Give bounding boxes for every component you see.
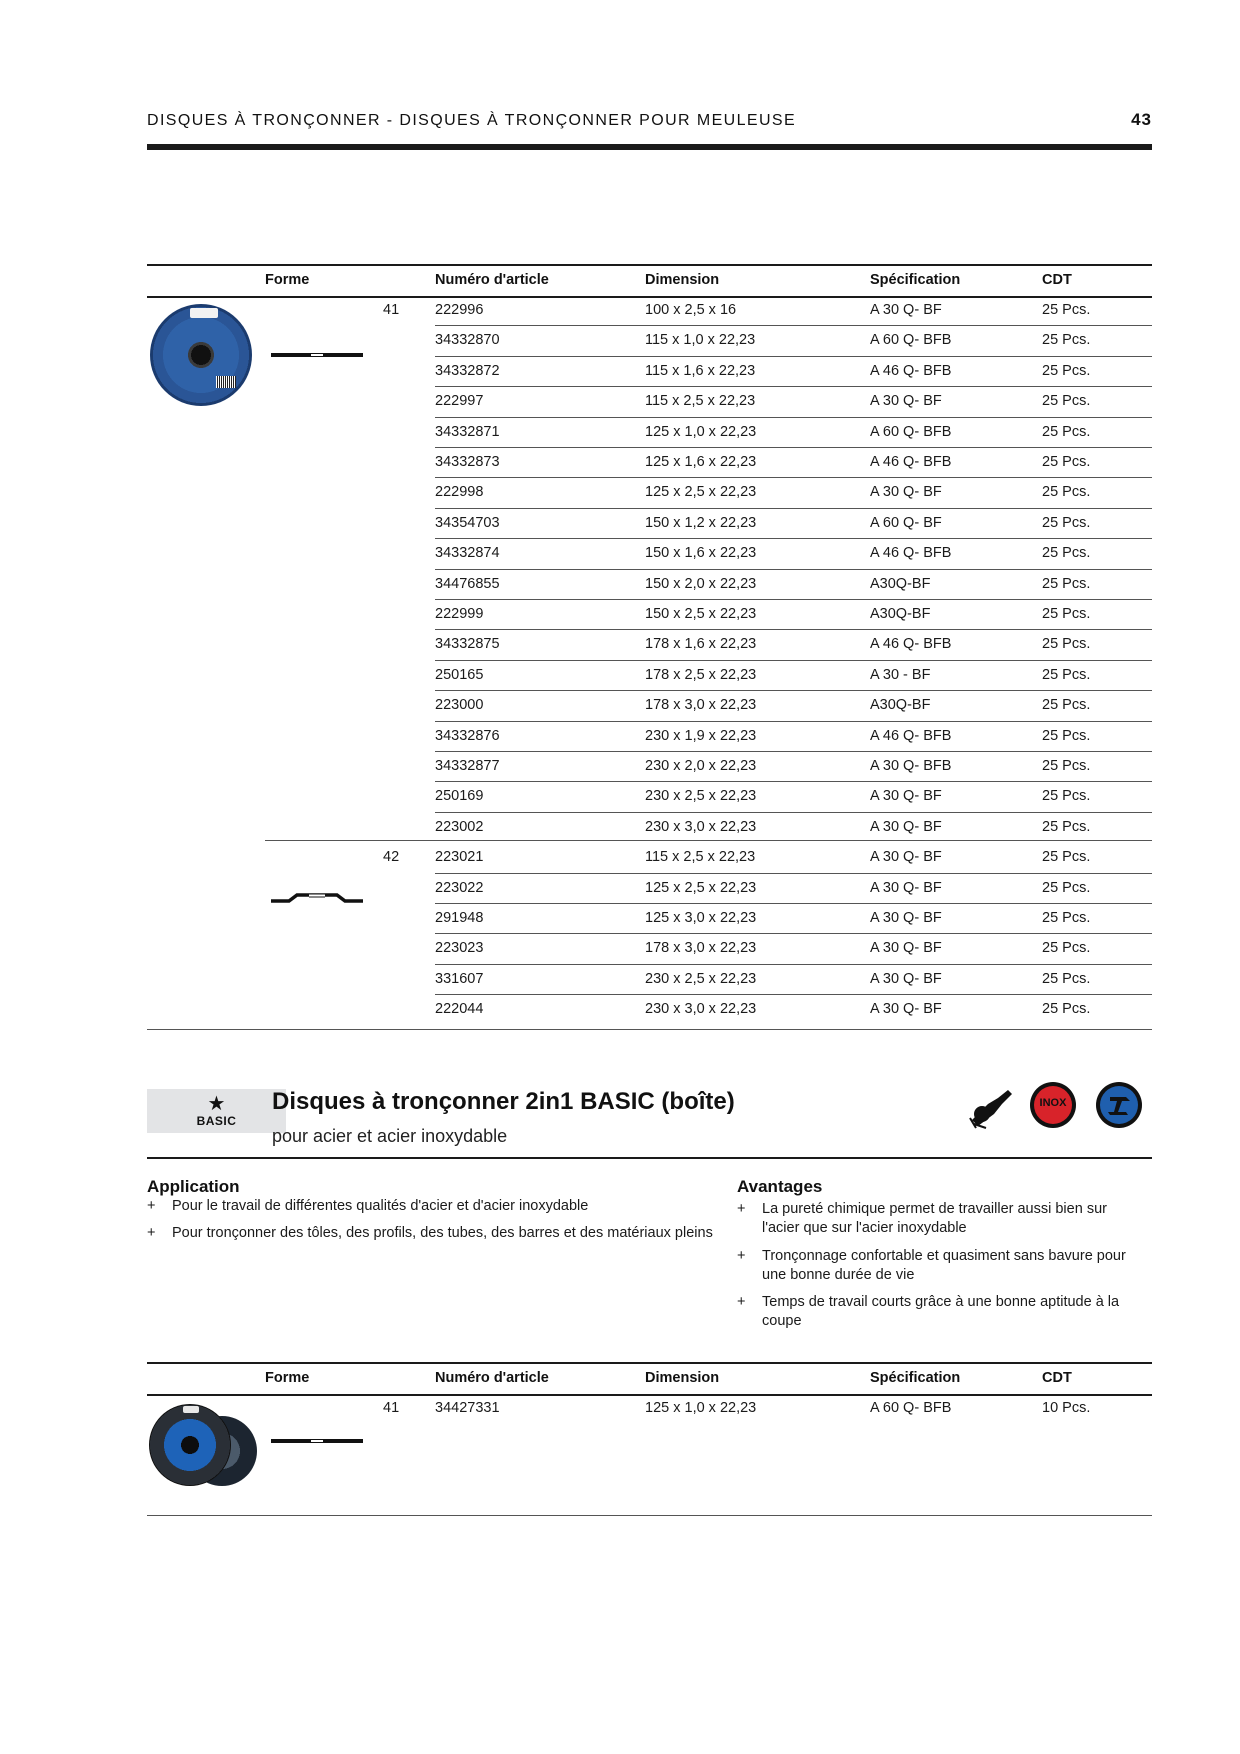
article-number: 223000 [435,697,484,714]
article-number: 250169 [435,788,484,805]
dimension: 115 x 2,5 x 22,23 [645,849,756,866]
dimension: 100 x 2,5 x 16 [645,302,737,318]
table-row [147,995,1152,1025]
table-row [147,874,1152,904]
specification: A 30 Q- BF [870,879,942,896]
table-row [147,965,1152,995]
specification: A 60 Q- BF [870,514,942,531]
table-row [147,296,1152,326]
table-row [147,539,1152,569]
cdt: 25 Pcs. [1042,606,1091,622]
table-bottom-rule [147,1515,1152,1516]
dimension: 125 x 1,6 x 22,23 [645,454,757,470]
dimension: 230 x 2,0 x 22,23 [645,758,757,774]
cdt: 25 Pcs. [1042,484,1091,501]
plus-icon: + [147,1225,156,1241]
cdt: 25 Pcs. [1042,514,1091,531]
specification: A 30 Q- BF [870,910,942,926]
cdt: 25 Pcs. [1042,849,1091,866]
shape-group-separator [265,840,1152,841]
article-number: 222999 [435,606,484,622]
avantage-item: + Temps de travail courts grâce à une bonne aptitude à la coupe [737,1294,1120,1329]
table-row [147,326,1152,356]
inox-steel-icon [1030,1082,1076,1128]
col-article: Numéro d'article [435,1370,549,1386]
product-title: Disques à tronçonner 2in1 BASIC (boîte) [272,1088,735,1115]
cdt: 25 Pcs. [1042,910,1091,926]
table-row [147,752,1152,782]
article-number: 222044 [435,1001,484,1018]
specification: A 30 Q- BFB [870,758,952,774]
col-article: Numéro d'article [435,272,549,288]
header-rule [147,144,1152,150]
steel-icon [1096,1082,1142,1128]
cdt: 25 Pcs. [1042,575,1091,592]
col-specification: Spécification [870,1370,961,1386]
plus-icon: + [737,1201,746,1217]
table-row [147,813,1152,843]
table-bottom-rule [147,1029,1152,1030]
plus-icon: + [147,1198,156,1214]
avantage-item: + Tronçonnage confortable et quasiment sans bavure pour une bonne durée de vie [737,1248,1126,1283]
col-dimension: Dimension [645,272,720,288]
specification: A 30 Q- BF [870,484,942,501]
cdt: 25 Pcs. [1042,362,1091,379]
cdt: 25 Pcs. [1042,727,1091,744]
specification: A 46 Q- BFB [870,636,952,653]
specification: A 30 Q- BF [870,393,942,410]
table-row [147,661,1152,691]
dimension: 230 x 2,5 x 22,23 [645,970,757,987]
cdt: 25 Pcs. [1042,879,1091,896]
forme-code: 41 [383,302,400,318]
avantage-item: + La pureté chimique permet de travailler aussi bien sur l'acier que sur l'acier inoxydable [737,1201,1107,1236]
article-number: 223021 [435,849,484,866]
specification: A 30 - BF [870,666,931,683]
product-table-2 [147,1362,1152,1516]
table-row [147,448,1152,478]
cdt: 25 Pcs. [1042,666,1091,683]
cdt: 25 Pcs. [1042,1001,1091,1018]
dimension: 115 x 2,5 x 22,23 [645,393,756,410]
dimension: 150 x 1,2 x 22,23 [645,514,757,531]
specification: A 30 Q- BF [870,1001,942,1018]
article-number: 222996 [435,302,484,318]
table-row [147,630,1152,660]
disc-box-image-icon [147,1402,257,1488]
table-row [147,570,1152,600]
cdt: 25 Pcs. [1042,545,1091,562]
dimension: 178 x 3,0 x 22,23 [645,697,757,714]
product-subtitle: pour acier et acier inoxydable [272,1126,508,1146]
table-row [147,904,1152,934]
angle-grinder-icon [968,1084,1016,1130]
specification: A30Q-BF [870,575,931,592]
dimension: 115 x 1,6 x 22,23 [645,362,756,379]
dimension: 178 x 3,0 x 22,23 [645,940,757,957]
star-icon: ★ [207,1093,226,1115]
application-heading: Application [147,1177,240,1196]
dimension: 150 x 2,5 x 22,23 [645,606,757,622]
inox-label: INOX [1039,1097,1067,1109]
article-number: 250165 [435,666,484,683]
dimension: 230 x 3,0 x 22,23 [645,818,757,835]
table-row [147,509,1152,539]
article-number: 223002 [435,818,484,835]
article-number: 34332877 [435,758,500,774]
specification: A30Q-BF [870,606,931,622]
col-cdt: CDT [1042,1370,1072,1386]
table-row [147,934,1152,964]
article-number: 331607 [435,970,484,987]
table-row [147,387,1152,417]
article-number: 34476855 [435,575,500,592]
specification: A 46 Q- BFB [870,454,952,470]
cdt: 25 Pcs. [1042,758,1091,774]
cdt: 25 Pcs. [1042,818,1091,835]
article-number: 34332871 [435,423,500,440]
specification: A 46 Q- BFB [870,362,952,379]
specification: A 30 Q- BF [870,940,942,957]
specification: A 30 Q- BF [870,302,942,318]
specification: A 46 Q- BFB [870,727,952,744]
table-row [147,478,1152,508]
plus-icon: + [737,1294,746,1310]
dimension: 150 x 1,6 x 22,23 [645,545,757,562]
article-number: 34354703 [435,514,500,531]
article-number: 34332873 [435,454,500,470]
cdt: 25 Pcs. [1042,636,1091,653]
product-header-rule [147,1157,1152,1159]
dimension: 115 x 1,0 x 22,23 [645,332,756,349]
table-row [147,691,1152,721]
cdt: 25 Pcs. [1042,423,1091,440]
dimension: 125 x 2,5 x 22,23 [645,879,757,896]
specification: A 30 Q- BF [870,788,942,805]
specification: A 46 Q- BFB [870,545,952,562]
specification: A 30 Q- BF [870,970,942,987]
cdt: 25 Pcs. [1042,970,1091,987]
plus-icon: + [737,1248,746,1264]
table-row [147,418,1152,448]
page-number: 43 [1131,110,1152,129]
flat-disc-profile-icon [271,1436,363,1446]
article-number: 291948 [435,910,484,926]
cdt: 25 Pcs. [1042,940,1091,957]
running-header-title: DISQUES À TRONÇONNER - DISQUES À TRONÇONNER POUR MEULEUSE [147,112,797,129]
article-number: 34332870 [435,332,500,349]
dimension: 230 x 1,9 x 22,23 [645,727,757,744]
cdt: 25 Pcs. [1042,393,1091,410]
cdt: 25 Pcs. [1042,697,1091,714]
article-number: 222998 [435,484,484,501]
table-row [147,600,1152,630]
cdt: 25 Pcs. [1042,454,1091,470]
basic-badge-label: BASIC [196,1114,237,1128]
dimension: 178 x 1,6 x 22,23 [645,636,757,653]
product-table-1 [147,264,1152,1030]
article-number: 223022 [435,879,484,896]
dimension: 178 x 2,5 x 22,23 [645,666,757,683]
dimension: 125 x 1,0 x 22,23 [645,423,757,440]
basic-badge [147,1089,286,1133]
specification: A30Q-BF [870,697,931,714]
col-cdt: CDT [1042,272,1072,288]
cdt: 25 Pcs. [1042,788,1091,805]
specification: A 30 Q- BF [870,818,942,835]
forme-code: 42 [383,849,400,866]
specification: A 60 Q- BFB [870,332,952,349]
table-row: 41 34427331 125 x 1,0 x 22,23 A 60 Q- BFB 10 Pcs. [383,1400,1091,1416]
dimension: 125 x 2,5 x 22,23 [645,484,757,501]
table-header [147,1362,1152,1396]
cdt: 25 Pcs. [1042,302,1091,318]
cdt: 25 Pcs. [1042,332,1091,349]
article-number: 34332874 [435,545,500,562]
dimension: 230 x 3,0 x 22,23 [645,1001,757,1018]
col-forme: Forme [265,272,310,288]
specification: A 30 Q- BF [870,849,942,866]
article-number: 34332872 [435,362,500,379]
col-dimension: Dimension [645,1370,720,1386]
article-number: 34332876 [435,727,500,744]
article-number: 223023 [435,940,484,957]
article-number: 34332875 [435,636,500,653]
table-row [147,843,1152,873]
dimension: 150 x 2,0 x 22,23 [645,575,757,592]
table-header [147,264,1152,298]
col-specification: Spécification [870,272,961,288]
table-row [147,357,1152,387]
dimension: 230 x 2,5 x 22,23 [645,788,757,805]
table-row [147,722,1152,752]
article-number: 222997 [435,393,484,410]
dimension: 125 x 3,0 x 22,23 [645,910,757,926]
table-row [147,782,1152,812]
avantages-heading: Avantages [737,1177,823,1196]
col-forme: Forme [265,1370,310,1386]
specification: A 60 Q- BFB [870,423,952,440]
